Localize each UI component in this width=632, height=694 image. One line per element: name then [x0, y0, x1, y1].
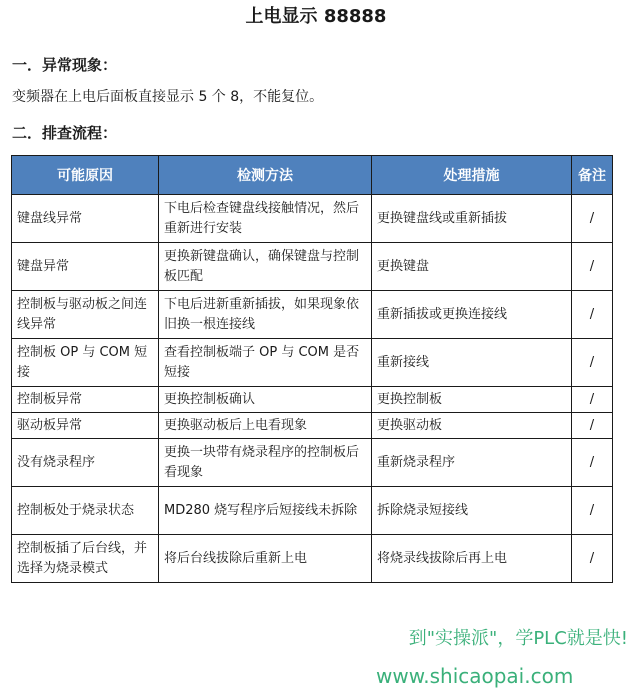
- action-cell: 更换控制板: [372, 387, 572, 413]
- section-heading-troubleshooting: 二．排查流程：: [12, 124, 118, 142]
- table-row: [12, 413, 613, 439]
- detection-cell: 查看控制板端子 OP 与 COM 是否短接: [159, 339, 372, 387]
- header-action: 处理措施: [372, 156, 572, 195]
- detection-cell: 下电后进新重新插拔，如果现象依旧换一根连接线: [159, 291, 372, 339]
- table-row: [12, 195, 613, 243]
- detection-cell: 更换新键盘确认，确保键盘与控制板匹配: [159, 243, 372, 291]
- header-note: 备注: [572, 156, 613, 195]
- action-cell: 更换驱动板: [372, 413, 572, 439]
- watermark-url: www.shicaopai.com: [376, 664, 574, 688]
- note-cell: /: [572, 487, 613, 535]
- action-cell: 将烧录线拔除后再上电: [372, 535, 572, 583]
- table-row: [12, 243, 613, 291]
- detection-cell: MD280 烧写程序后短接线未拆除: [159, 487, 372, 535]
- note-cell: /: [572, 535, 613, 583]
- header-cause: 可能原因: [12, 156, 159, 195]
- watermark-slogan: 到"实操派"，学PLC就是快!: [408, 628, 628, 649]
- cause-cell: 控制板 OP 与 COM 短接: [12, 339, 159, 387]
- note-cell: /: [572, 339, 613, 387]
- cause-cell: 键盘线异常: [12, 195, 159, 243]
- detection-cell: 更换一块带有烧录程序的控制板后看现象: [159, 439, 372, 487]
- table-row: [12, 439, 613, 487]
- detection-cell: 将后台线拔除后重新上电: [159, 535, 372, 583]
- cause-cell: 控制板处于烧录状态: [12, 487, 159, 535]
- section-heading-symptom: 一．异常现象：: [12, 56, 118, 74]
- table-row: [12, 291, 613, 339]
- action-cell: 更换键盘: [372, 243, 572, 291]
- detection-cell: 更换控制板确认: [159, 387, 372, 413]
- action-cell: 重新接线: [372, 339, 572, 387]
- cause-cell: 控制板与驱动板之间连线异常: [12, 291, 159, 339]
- detection-cell: 更换驱动板后上电看现象: [159, 413, 372, 439]
- note-cell: /: [572, 413, 613, 439]
- troubleshooting-table: [11, 155, 613, 583]
- header-detection: 检测方法: [159, 156, 372, 195]
- note-cell: /: [572, 291, 613, 339]
- detection-cell: 下电后检查键盘线接触情况，然后重新进行安装: [159, 195, 372, 243]
- action-cell: 更换键盘线或重新插拔: [372, 195, 572, 243]
- cause-cell: 驱动板异常: [12, 413, 159, 439]
- note-cell: /: [572, 195, 613, 243]
- table-row: [12, 339, 613, 387]
- note-cell: /: [572, 243, 613, 291]
- action-cell: 重新插拔或更换连接线: [372, 291, 572, 339]
- symptom-text: 变频器在上电后面板直接显示 5 个 8，不能复位。: [12, 89, 324, 105]
- cause-cell: 控制板插了后台线，并选择为烧录模式: [12, 535, 159, 583]
- table-row: [12, 535, 613, 583]
- action-cell: 拆除烧录短接线: [372, 487, 572, 535]
- cause-cell: 键盘异常: [12, 243, 159, 291]
- table-row: [12, 387, 613, 413]
- table-header-row: [12, 156, 613, 195]
- page-title: 上电显示 88888: [245, 6, 387, 27]
- table-row: [12, 487, 613, 535]
- action-cell: 重新烧录程序: [372, 439, 572, 487]
- cause-cell: 没有烧录程序: [12, 439, 159, 487]
- cause-cell: 控制板异常: [12, 387, 159, 413]
- note-cell: /: [572, 387, 613, 413]
- note-cell: /: [572, 439, 613, 487]
